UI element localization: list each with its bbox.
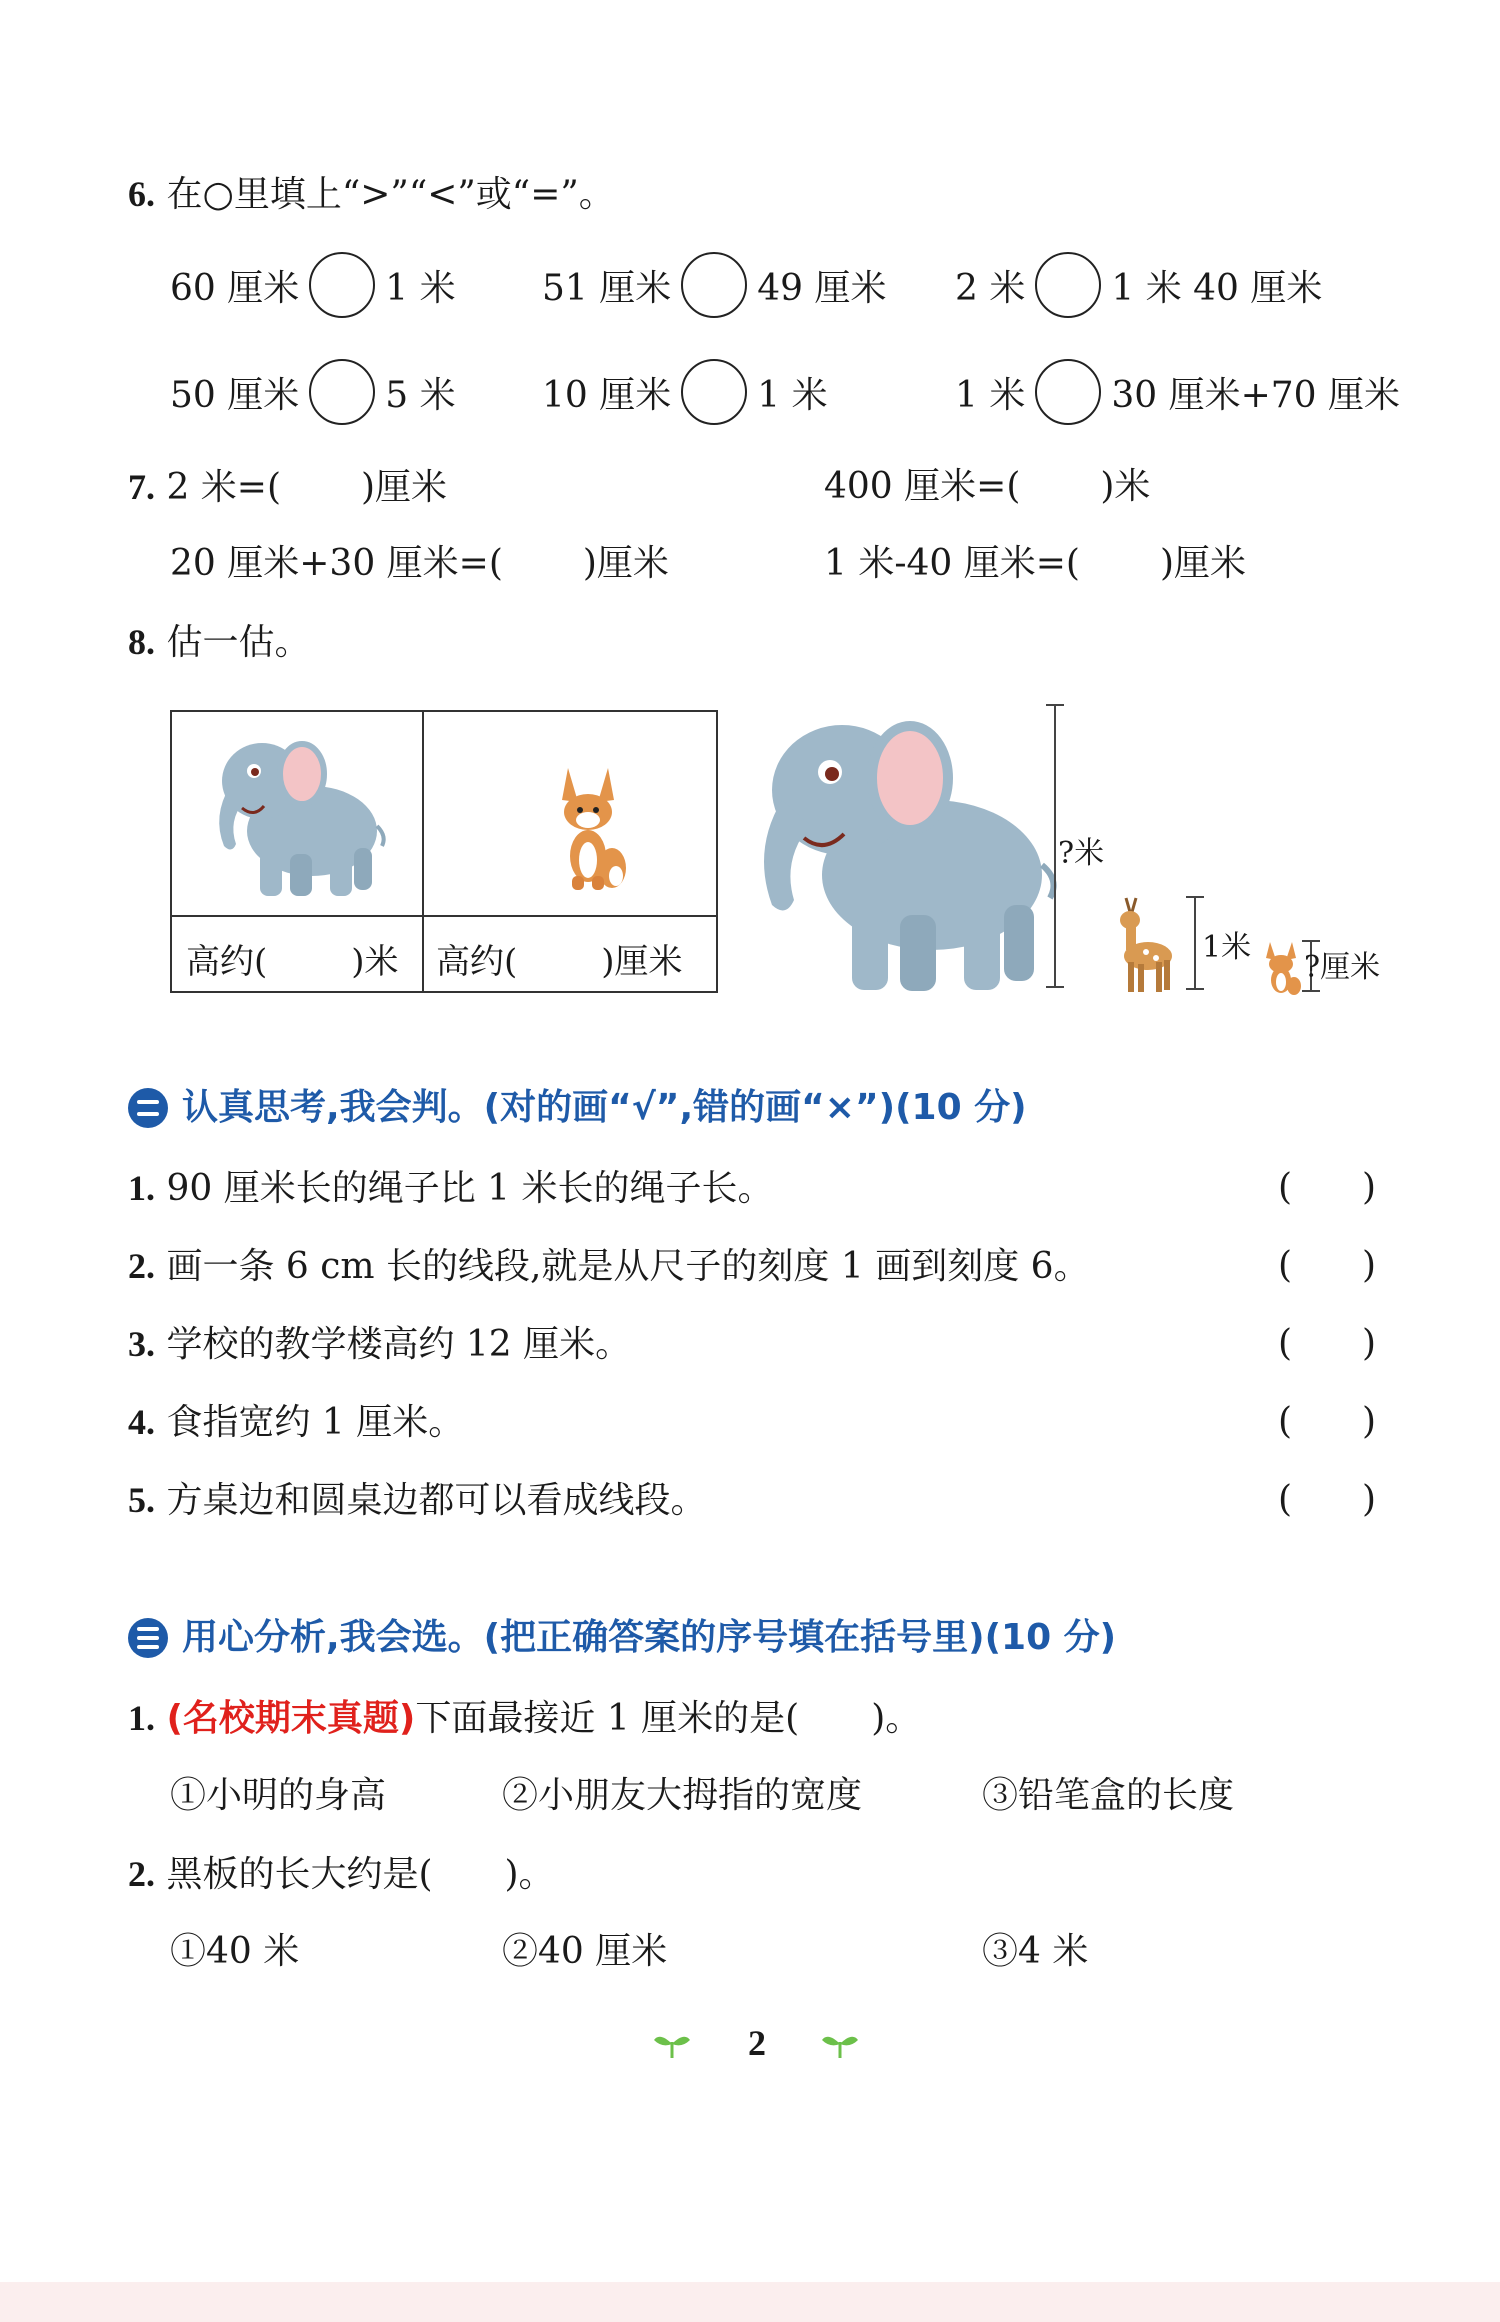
answer-parens[interactable]: ( )	[1278, 1245, 1377, 1286]
choice-option[interactable]: ②小朋友大拇指的宽度	[502, 1775, 863, 1816]
judge-item-4	[128, 1400, 464, 1445]
choice-option[interactable]: ②40 厘米	[502, 1931, 668, 1972]
compare-left: 51 厘米	[542, 267, 672, 309]
judge-item-text: 画一条 6 cm 长的线段,就是从尺子的刻度 1 画到刻度 6。	[166, 1246, 1090, 1287]
sprout-icon	[652, 2030, 692, 2060]
q8-line	[128, 620, 310, 665]
judge-item-text: 食指宽约 1 厘米。	[166, 1402, 465, 1443]
judge-item-number: 1.	[128, 1168, 155, 1208]
section-3-heading	[128, 1614, 1116, 1662]
choice-option[interactable]: ③4 米	[982, 1931, 1089, 1972]
judge-item-text: 方桌边和圆桌边都可以看成线段。	[166, 1480, 707, 1521]
estimate-cell-1	[186, 934, 399, 983]
compare-item	[955, 357, 1400, 427]
judge-item-number: 3.	[128, 1324, 155, 1364]
choice-q2-text: 黑板的长大约是( )。	[166, 1854, 555, 1895]
q8-number: 8.	[128, 622, 155, 662]
q7-a-right: )厘米	[361, 467, 448, 508]
elephant-height-label: ?米	[1058, 836, 1105, 871]
q7-d-left: 1 米-40 厘米=(	[824, 543, 1080, 584]
page-number: 2	[748, 2023, 766, 2063]
compare-left: 60 厘米	[170, 267, 300, 309]
answer-parens[interactable]: ( )	[1278, 1323, 1377, 1364]
section-2-title: 认真思考,我会判。(对的画“√”,错的画“×”)(10 分)	[182, 1087, 1027, 1128]
compare-left: 2 米	[955, 267, 1026, 309]
judge-item-5	[128, 1478, 706, 1523]
compare-right: 1 米	[757, 374, 828, 416]
deer-icon	[1108, 896, 1178, 996]
judge-item-2	[128, 1244, 1090, 1289]
section-2-badge-icon	[128, 1088, 168, 1128]
rabbit-icon	[1262, 940, 1302, 996]
answer-circle[interactable]	[681, 359, 747, 425]
fox-icon	[554, 764, 626, 894]
estimate-cell-2-right: )厘米	[601, 942, 683, 982]
q7-c-left: 20 厘米+30 厘米=(	[170, 543, 503, 584]
compare-item	[542, 357, 828, 427]
choice-q1	[128, 1696, 921, 1741]
compare-left: 1 米	[955, 374, 1026, 416]
exam-tag: (名校期末真题)	[166, 1698, 416, 1739]
judge-item-1	[128, 1166, 774, 1211]
choice-option[interactable]: ①小明的身高	[170, 1775, 387, 1816]
compare-item	[170, 357, 456, 427]
q6-text: 在○里填上“>”“<”或“=”。	[166, 174, 615, 215]
answer-circle[interactable]	[1035, 359, 1101, 425]
dimension-tick	[1046, 986, 1064, 988]
judge-item-text: 学校的教学楼高约 12 厘米。	[166, 1324, 632, 1365]
judge-item-3	[128, 1322, 631, 1367]
elephant-dimension-line	[1054, 706, 1056, 988]
elephant-icon	[202, 726, 392, 906]
q7-line-c	[170, 542, 669, 586]
sprout-icon	[820, 2030, 860, 2060]
compare-right: 30 厘米+70 厘米	[1111, 374, 1401, 416]
estimate-cell-1-left: 高约(	[186, 942, 268, 982]
section-2-heading	[128, 1084, 1027, 1132]
judge-item-number: 4.	[128, 1402, 155, 1442]
section-3-badge-icon	[128, 1618, 168, 1658]
q7-d-right: )厘米	[1159, 543, 1247, 584]
dimension-tick	[1186, 988, 1204, 990]
q7-line-b	[824, 465, 1150, 509]
estimate-cell-2-left: 高约(	[436, 942, 518, 982]
judge-item-text: 90 厘米长的绳子比 1 米长的绳子长。	[166, 1168, 774, 1209]
judge-item-number: 2.	[128, 1246, 155, 1286]
answer-circle[interactable]	[309, 359, 375, 425]
q7-number: 7.	[128, 467, 155, 507]
q7-line-d	[824, 542, 1246, 586]
compare-item	[170, 250, 456, 320]
q7-line-a	[128, 465, 447, 510]
dimension-tick	[1302, 990, 1320, 992]
large-elephant-icon	[742, 700, 1062, 1000]
choice-q1-text: 下面最接近 1 厘米的是( )。	[415, 1698, 922, 1739]
q7-b-left: 400 厘米=(	[824, 466, 1021, 507]
answer-circle[interactable]	[681, 252, 747, 318]
rabbit-height-label: ?厘米	[1304, 950, 1381, 985]
deer-height-label: 1米	[1202, 930, 1252, 965]
section-3-title: 用心分析,我会选。(把正确答案的序号填在括号里)(10 分)	[182, 1617, 1117, 1658]
dimension-tick	[1046, 704, 1064, 706]
choice-q1-number: 1.	[128, 1698, 155, 1738]
estimate-cell-1-right: )米	[351, 942, 399, 982]
dimension-tick	[1186, 896, 1204, 898]
compare-right: 1 米 40 厘米	[1111, 267, 1323, 309]
answer-parens[interactable]: ( )	[1278, 1479, 1377, 1520]
estimate-cell-2	[436, 934, 683, 983]
compare-right: 1 米	[385, 267, 456, 309]
choice-q2	[128, 1852, 555, 1897]
compare-right: 49 厘米	[757, 267, 887, 309]
q6-number: 6.	[128, 174, 155, 214]
compare-left: 10 厘米	[542, 374, 672, 416]
compare-left: 50 厘米	[170, 374, 300, 416]
deer-dimension-line	[1194, 898, 1196, 990]
compare-item	[955, 250, 1322, 320]
choice-option[interactable]: ③铅笔盒的长度	[982, 1775, 1235, 1816]
choice-option[interactable]: ①40 米	[170, 1931, 300, 1972]
estimate-table	[170, 710, 718, 993]
answer-parens[interactable]: ( )	[1278, 1167, 1377, 1208]
q7-c-right: )厘米	[582, 543, 669, 584]
bottom-band	[0, 2282, 1500, 2322]
answer-circle[interactable]	[309, 252, 375, 318]
q8-text: 估一估。	[166, 622, 311, 663]
compare-item	[542, 250, 887, 320]
answer-circle[interactable]	[1035, 252, 1101, 318]
q7-b-right: )米	[1100, 466, 1151, 507]
compare-right: 5 米	[385, 374, 456, 416]
q7-a-left: 2 米=(	[166, 467, 282, 508]
q6-line	[128, 172, 615, 217]
judge-item-number: 5.	[128, 1480, 155, 1520]
answer-parens[interactable]: ( )	[1278, 1401, 1377, 1442]
choice-q2-number: 2.	[128, 1854, 155, 1894]
